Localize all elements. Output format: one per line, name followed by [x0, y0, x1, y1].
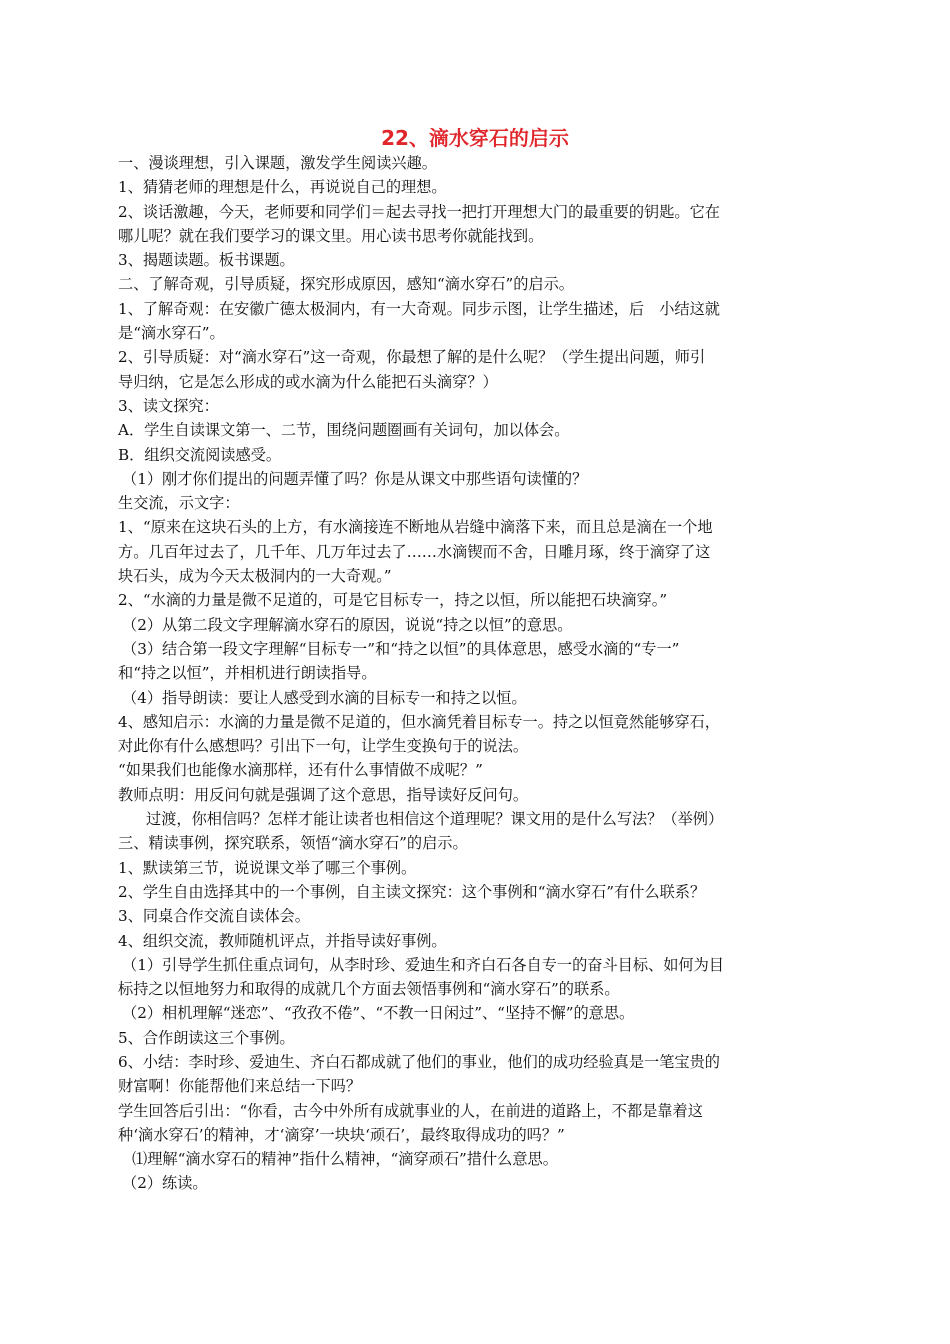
paragraph-line: （2）从第二段文字理解滴水穿石的原因，说说“持之以恒”的意思。 — [122, 615, 573, 634]
paragraph-line: 4、感知启示：水滴的力量是微不足道的，但水滴凭着目标专一。持之以恒竟然能够穿石， — [118, 712, 720, 731]
paragraph-line: 和“持之以恒”，并相机进行朗读指导。 — [118, 664, 377, 683]
document-body — [118, 151, 808, 1196]
paragraph-line: （2）练读。 — [122, 1174, 208, 1193]
paragraph-line: 3、揭题读题。板书课题。 — [118, 251, 295, 270]
paragraph-line: B．组织交流阅读感受。 — [118, 445, 282, 464]
paragraph-line: 导归纳，它是怎么形成的或水滴为什么能把石头滴穿？） — [118, 372, 498, 391]
quote-line: “如果我们也能像水滴那样，还有什么事情做不成呢？” — [118, 761, 483, 780]
quote-line: 1、“原来在这块石头的上方，有水滴接连不断地从岩缝中滴落下来，而且总是滴在一个地 — [118, 518, 713, 537]
paragraph-line: 种‘滴水穿石’的精神，才‘滴穿’一块块‘顽石’，最终取得成功的吗？” — [118, 1125, 565, 1144]
paragraph-line: 对此你有什么感想吗？引出下一句，让学生变换句于的说法。 — [118, 737, 529, 756]
paragraph-line: 过渡，你相信吗？怎样才能让读者也相信这个道理呢？课文用的是什么写法？（举例） — [146, 810, 724, 829]
paragraph-line: ⑴理解“滴水穿石的精神”指什么精神，“滴穿顽石”措什么意思。 — [132, 1150, 558, 1169]
paragraph-line: 2、谈话激趣，今天，老师要和同学们＝起去寻找一把打开理想大门的最重要的钥匙。它在 — [118, 202, 720, 221]
paragraph-line: A．学生自读课文第一、二节，围绕问题圈画有关词句，加以体会。 — [118, 421, 570, 440]
paragraph-line: 5、合作朗读这三个事例。 — [118, 1028, 295, 1047]
paragraph-line: 1、猜猜老师的理想是什么，再说说自己的理想。 — [118, 178, 447, 197]
paragraph-line: 生交流，示文字： — [118, 494, 240, 513]
paragraph-line: （1）刚才你们提出的问题弄懂了吗？你是从课文中那些语句读懂的？ — [122, 469, 588, 488]
paragraph-line: 2、引导质疑：对“滴水穿石”这一奇观，你最想了解的是什么呢？（学生提出问题，师引 — [118, 348, 706, 367]
paragraph-line: （4）指导朗读：要让人感受到水滴的目标专一和持之以恒。 — [122, 688, 527, 707]
section-heading: 二、了解奇观，引导质疑，探究形成原因，感知“滴水穿石”的启示。 — [118, 275, 574, 294]
paragraph-line: 学生回答后引出：“你看，古今中外所有成就事业的人，在前进的道路上，不都是靠着这 — [118, 1101, 703, 1120]
quote-line: 2、“水滴的力量是微不足道的，可是它目标专一，持之以恒，所以能把石块滴穿。” — [118, 591, 668, 610]
paragraph-line: 教师点明：用反问句就是强调了这个意思，指导读好反问句。 — [118, 785, 529, 804]
section-heading: 一、漫谈理想，引入课题，激发学生阅读兴趣。 — [118, 154, 437, 172]
paragraph-line: （1）引导学生抓住重点词句，从李时珍、爱迪生和齐白石各自专一的奋斗目标、如何为目 — [122, 955, 724, 974]
paragraph-line: 3、同桌合作交流自读体会。 — [118, 907, 310, 926]
paragraph-line: 是“滴水穿石”。 — [118, 324, 225, 343]
document-title: 22、滴水穿石的启示 — [381, 126, 569, 150]
paragraph-line: 哪儿呢？就在我们要学习的课文里。用心读书思考你就能找到。 — [118, 226, 544, 245]
paragraph-line: 6、小结：李时珍、爱迪生、齐白石都成就了他们的事业，他们的成功经验真是一笔宝贵的 — [118, 1052, 720, 1071]
paragraph-line: 标持之以恒地努力和取得的成就几个方面去领悟事例和“滴水穿石”的联系。 — [118, 980, 620, 999]
paragraph-line: （2）相机理解“迷恋”、“孜孜不倦”、“不教一日闲过”、“坚持不懈”的意思。 — [122, 1004, 635, 1023]
quote-line: 方。几百年过去了，几千年、几万年过去了……水滴锲而不舍，日雕月琢，终于滴穿了这 — [118, 542, 711, 561]
paragraph-line: 4、组织交流，教师随机评点，并指导读好事例。 — [118, 931, 447, 950]
paragraph-line: 2、学生自由选择其中的一个事例，自主读文探究：这个事例和“滴水穿石”有什么联系？ — [118, 882, 706, 901]
paragraph-line: 1、了解奇观：在安徽广德太极洞内，有一大奇观。同步示图，让学生描述，后 小结这就 — [118, 299, 720, 318]
paragraph-line: 3、读文探究： — [118, 396, 219, 415]
paragraph-line: 财富啊！你能帮他们来总结一下吗？ — [118, 1077, 361, 1096]
quote-line: 块石头，成为今天太极洞内的一大奇观。” — [118, 567, 392, 586]
section-heading: 三、精读事例，探究联系，领悟“滴水穿石”的启示。 — [118, 834, 468, 853]
paragraph-line: 1、默读第三节，说说课文举了哪三个事例。 — [118, 858, 417, 877]
paragraph-line: （3）结合第一段文字理解“目标专一”和“持之以恒”的具体意思，感受水滴的“专一” — [122, 639, 680, 658]
